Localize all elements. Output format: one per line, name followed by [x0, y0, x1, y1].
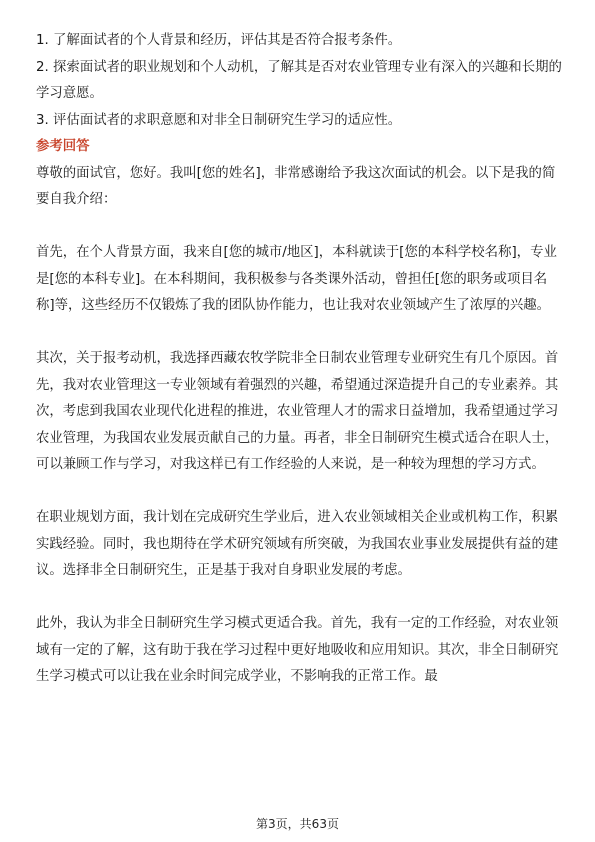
paragraph-spacer	[36, 320, 563, 347]
list-item-2: 2. 探索面试者的职业规划和个人动机，了解其是否对农业管理专业有深入的兴趣和长期的学习意愿。	[36, 59, 562, 101]
list-item-1: 1. 了解面试者的个人背景和经历，评估其是否符合报考条件。	[36, 33, 402, 48]
paragraph-greeting: 尊敬的面试官，您好。我叫[您的姓名]，非常感谢给予我这次面试的机会。以下是我的简要自我介绍：	[36, 165, 556, 207]
list-item-3: 3. 评估面试者的求职意愿和对非全日制研究生学习的适应性。	[36, 112, 402, 128]
paragraph-spacer	[36, 214, 563, 241]
document-body	[36, 28, 563, 691]
paragraph-study-mode: 此外，我认为非全日制研究生学习模式更适合我。首先，我有一定的工作经验，对农业领域有一定的了解，这有助于我在学习过程中更好地吸收和应用知识。其次，非全日制研究生学习模式可以让我在业余时间完成学业，不影响我的正常工作。最	[36, 616, 559, 684]
paragraph-motivation: 其次，关于报考动机，我选择西藏农牧学院非全日制农业管理专业研究生有几个原因。首先，我对农业管理这一专业领域有着强烈的兴趣，希望通过深造提升自己的专业素养。其次，考虑到我国农业现代化进程的推进，农业管理人才的需求日益增加，我希望通过学习农业管理，为我国农业发展贡献自己的力量。再者，非全日制研究生模式适合在职人士，可以兼顾工作与学习，对我这样已有工作经验的人来说，是一种较为理想的学习方式。	[36, 351, 559, 472]
paragraph-spacer	[36, 479, 563, 506]
page-footer: 第3页，共63页	[256, 817, 339, 831]
paragraph-career-plan: 在职业规划方面，我计划在完成研究生学业后，进入农业领域相关企业或机构工作，积累实践经验。同时，我也期待在学术研究领域有所突破，为我国农业事业发展提供有益的建议。选择非全日制研究生，正是基于我对自身职业发展的考虑。	[36, 510, 559, 578]
paragraph-spacer	[36, 585, 563, 612]
section-heading: 参考回答	[36, 139, 90, 154]
paragraph-background: 首先，在个人背景方面，我来自[您的城市/地区]，本科就读于[您的本科学校名称]，专业是[您的本科专业]。在本科期间，我积极参与各类课外活动，曾担任[您的职务或项目名称]等，这些经历不仅锻炼了我的团队协作能力，也让我对农业领域产生了浓厚的兴趣。	[36, 245, 557, 313]
